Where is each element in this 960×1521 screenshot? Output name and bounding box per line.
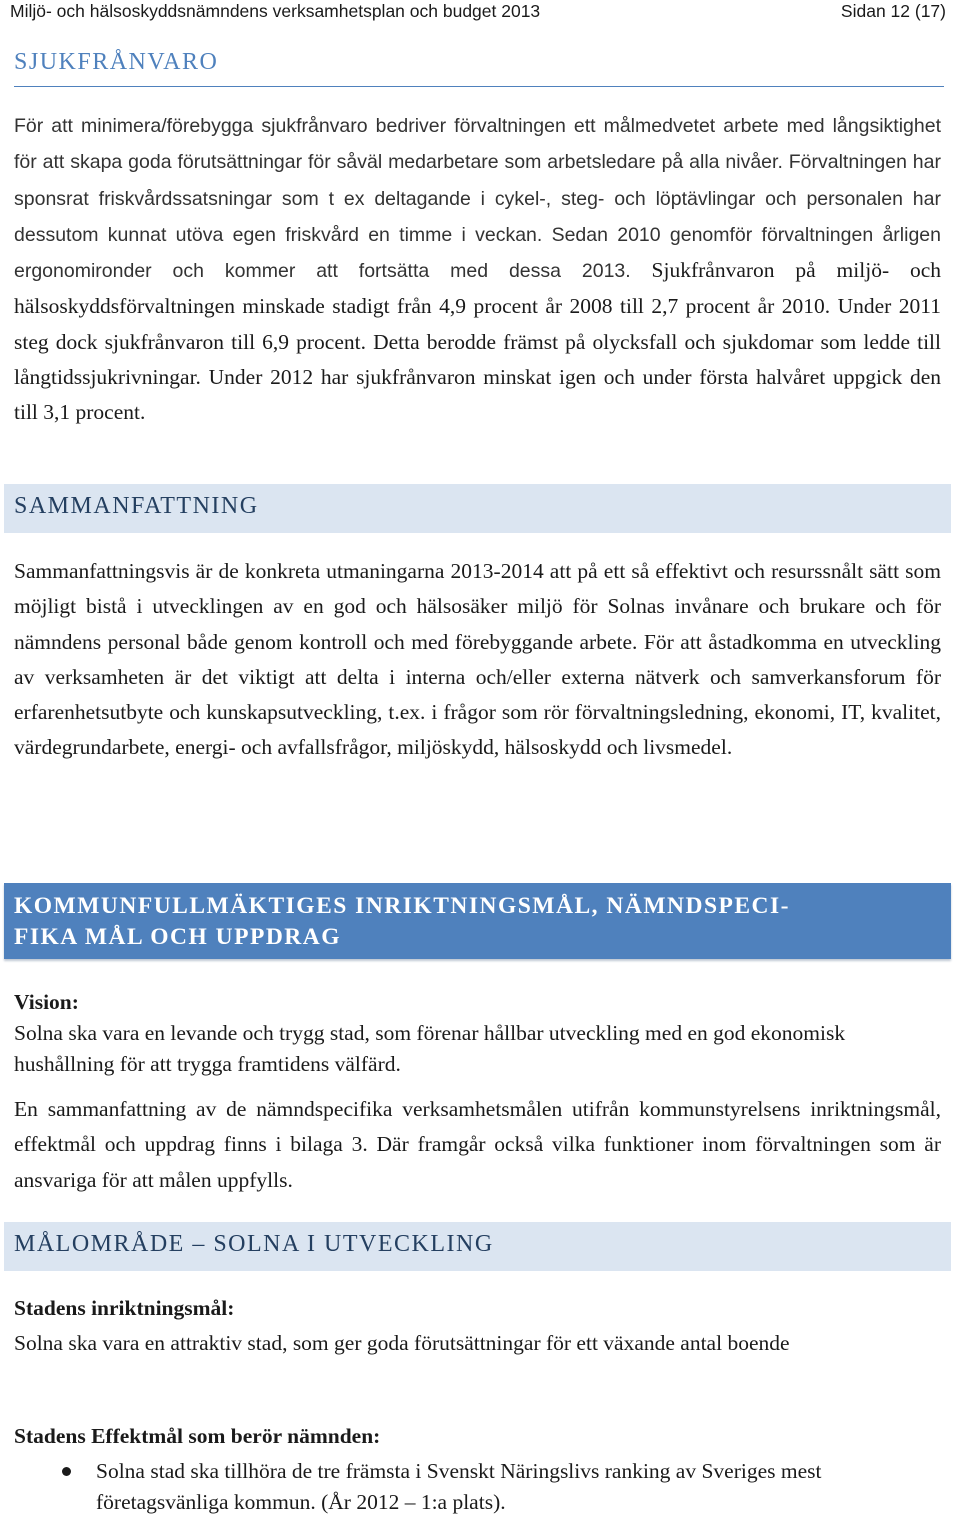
sick-leave-paragraph-start: För att minimera/förebygga sjukfrånvaro bedriver förvaltningen ett målmedvetet arbete med långsiktighet för att skapa goda förutsättningar för såväl medarbetare som arbetsledare på alla nivåer. Förvaltningen har sponsrat friskvårdssatsningar som t ex deltagande i cykel-, steg- och löptävlingar och personalen har dessutom kunnat utöva egen friskvård en timme i veckan. Sedan 2010 genomför förvaltningen årligen ergonomironder och kommer att fortsätta med dessa 2013. (14, 115, 941, 283)
section-heading-target-area (4, 1222, 951, 1271)
vision-label: Vision: (14, 990, 79, 1014)
vision-text: Solna ska vara en levande och trygg stad, som förenar hållbar utveckling med en god ekonomisk hushållning för att trygga framtidens välfärd. (14, 1021, 846, 1076)
effect-goals-label: Stadens Effektmål som berör nämnden: (14, 1424, 381, 1448)
sick-leave-paragraph (14, 108, 941, 431)
city-goal-label: Stadens inriktningsmål: (14, 1296, 235, 1320)
summary-paragraph: Sammanfattningsvis är de konkreta utmaningarna 2013-2014 att på ett så effektivt och resurssnålt sätt som möjligt bistå i utvecklingen av en god och hälsosäker miljö för Solnas invånare och brukare och för nämndens personal både genom kontroll och med förebyggande arbete. För att åstadkomma en utveckling av verksamheten är det viktigt att delta i interna och/eller externa nätverk och samverkansforum för erfarenhetsutbyte och kunskapsutveckling, t.ex. i frågor som rör förvaltningsledning, ekonomi, IT, kvalitet, värdegrundarbete, energi- och avfallsfrågor, miljöskydd, hälsoskydd och livsmedel. (14, 559, 941, 760)
bullet-icon (62, 1467, 71, 1476)
goals-summary-paragraph: En sammanfattning av de nämndspecifika verksamhetsmålen utifrån kommunstyrelsens inriktningsmål, effektmål och uppdrag finns i bilaga 3. Där framgår också vilka funktioner inom förvaltningen som är ansvariga för att målen uppfylls. (14, 1097, 941, 1192)
section-heading-summary (4, 484, 951, 533)
document-title: Miljö- och hälsoskyddsnämndens verksamhetsplan och budget 2013 (10, 1, 541, 21)
section-heading-goals (4, 883, 951, 959)
section-heading-sick-leave-text: SJUKFRÅNVARO (14, 49, 219, 75)
effect-goals-list (14, 1456, 941, 1517)
page-header (0, 0, 960, 28)
page-number: Sidan 12 (17) (840, 1, 946, 21)
section-heading-summary-text: SAMMANFATTNING (14, 493, 259, 519)
section-heading-goals-line2: FIKA MÅL OCH UPPDRAG (14, 924, 342, 950)
city-goal-text: Solna ska vara en attraktiv stad, som ger goda förutsättningar för ett växande antal boende (14, 1331, 790, 1355)
section-heading-sick-leave (14, 47, 944, 87)
section-heading-target-area-text: MÅLOMRÅDE – SOLNA I UTVECKLING (14, 1231, 494, 1257)
section-heading-goals-line1: KOMMUNFULLMÄKTIGES INRIKTNINGSMÅL, NÄMNDSPECI- (14, 893, 790, 919)
effect-goal-text: Solna stad ska tillhöra de tre främsta i Svenskt Näringslivs ranking av Sveriges mest företagsvänliga kommun. (År 2012 – 1:a plats). (96, 1459, 822, 1514)
list-item (14, 1456, 941, 1517)
sick-leave-paragraph-end: Sjukfrånvaron på miljö- och hälsoskyddsförvaltningen minskade stadigt från 4,9 procent år 2008 till 2,7 procent år 2010. Under 2011 steg dock sjukfrånvaron till 6,9 procent. Detta berodde främst på olycksfall och sjukdomar som ledde till långtidssjukrivningar. Under 2012 har sjukfrånvaron minskat igen och under första halvåret uppgick den till 3,1 procent. (14, 258, 942, 425)
